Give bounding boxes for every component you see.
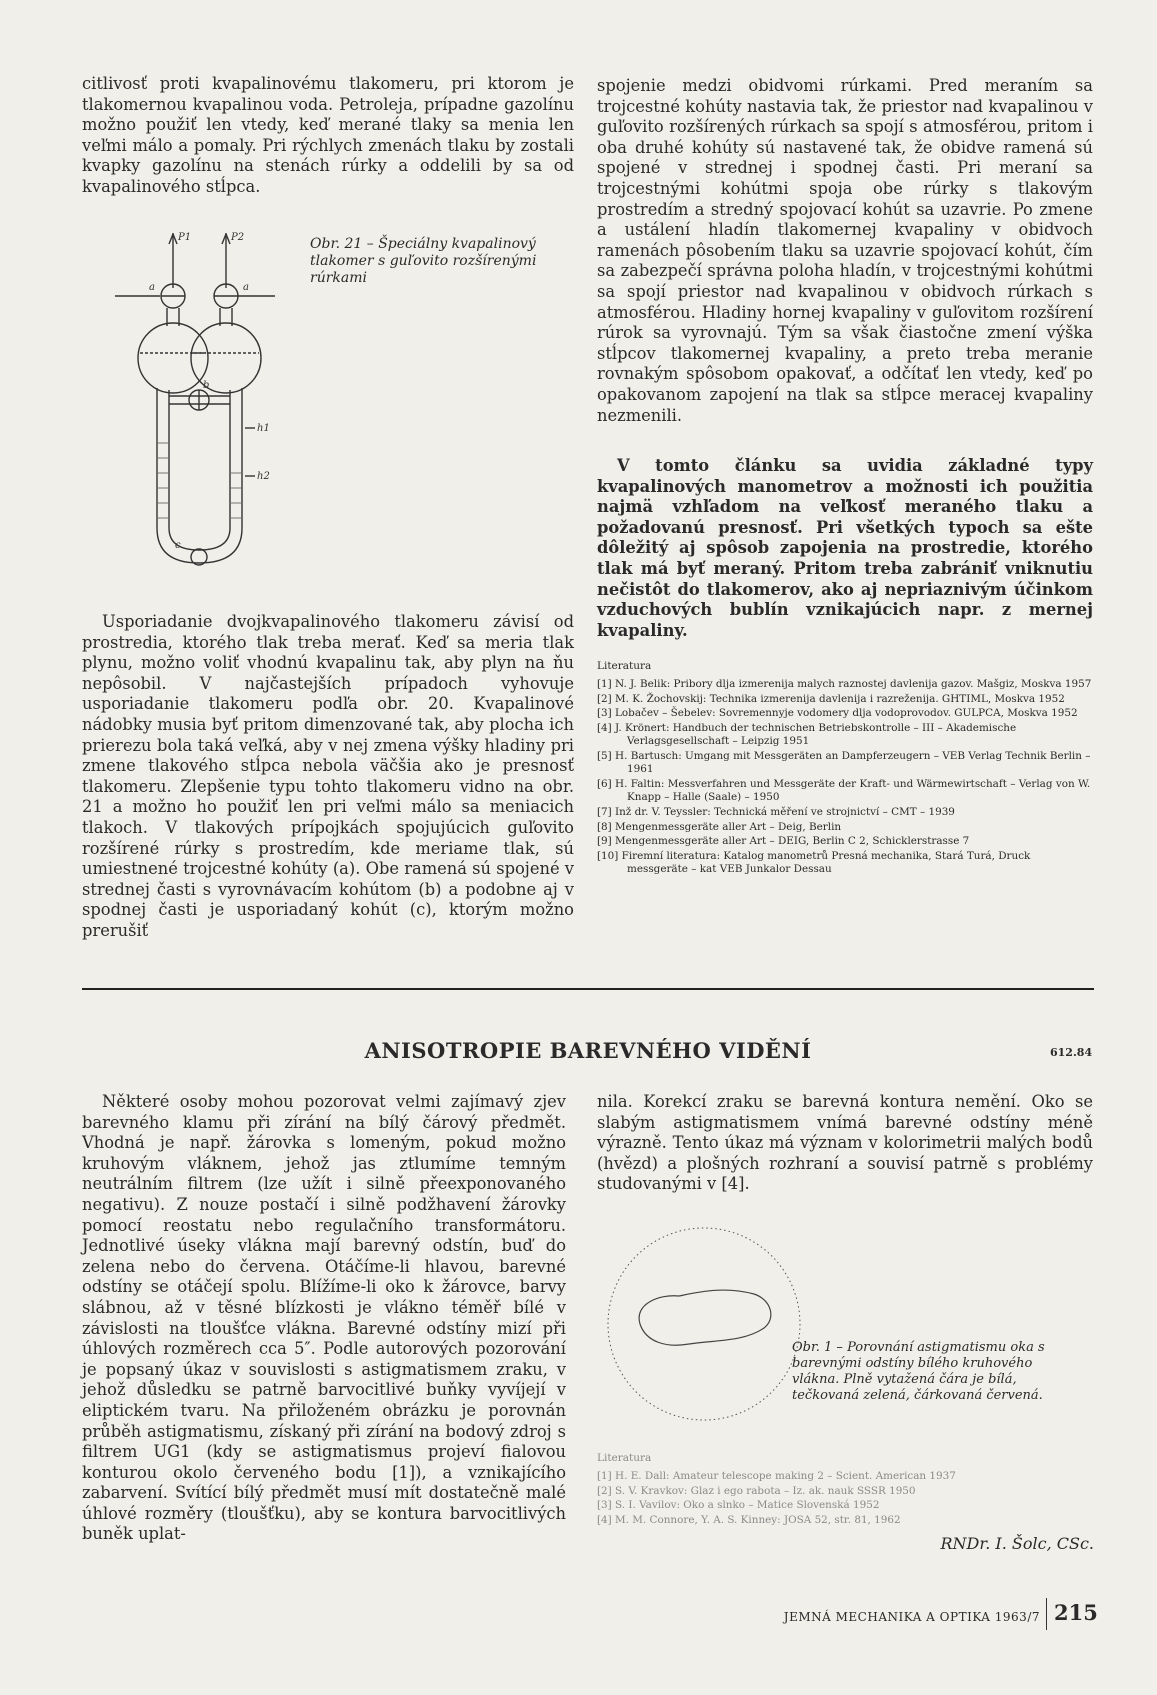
literature-item: [3] Lobačev – Šebelev: Sovremennyje vodomery dlja vodoprovodov. GULPCA, Moskva 1952 (597, 707, 1078, 720)
literature-item: [9] Mengenmessgeräte aller Art – DEIG, Berlin C 2, Schicklerstrasse 7 (597, 835, 970, 848)
label-h1: h1 (257, 423, 270, 434)
literature-list (597, 678, 1093, 876)
article2-figure-caption: Obr. 1 – Porovnání astigmatismu oka s barevnými odstíny bílého kruhového vlákna. Plně vytažená čára je bílá, tečkovaná zelená, čárkovaná červená. (792, 1340, 1045, 1403)
article1-left-top-paragraph: citlivosť proti kvapalinovému tlakomeru, pri ktorom je tlakomernou kvapalinou voda. Petroleja, prípadne gazolínu možno použiť len vtedy, keď merané tlaky sa menia len veľmi málo a pomaly. Pri rýchlych zmenách tlaku by zostali kvapky gazolínu na stenách rúrky a oddelili by sa od kvapalinového stĺpca. (82, 74, 574, 196)
article2-literature (597, 1452, 1093, 1529)
article1-literature (597, 660, 1093, 878)
literature-item: [2] M. K. Žochovskij: Technika izmerenija davlenija i razreženija. GHTIML, Moskva 1952 (597, 692, 1065, 705)
article2-right-paragraph: nila. Korekcí zraku se barevná kontura nemění. Oko se slabým astigmatismem vnímá barevné odstíny méně výrazně. Tento úkaz má význam v kolorimetrii malých bodů (hvězd) a plošných rozhraní a souvisí patrně s problémy studovanými v [4]. (597, 1092, 1093, 1194)
footer-journal: JEMNÁ MECHANIKA A OPTIKA 1963/7 (783, 1610, 1040, 1624)
literature-item: [2] S. V. Kravkov: Glaz i ego rabota – Iz. ak. nauk SSSR 1950 (597, 1484, 916, 1497)
literature-heading: Literatura (597, 660, 652, 672)
manometer-figure (115, 228, 295, 600)
label-b: b (203, 380, 210, 391)
literature-item: [4] M. M. Connore, Y. A. S. Kinney: JOSA 52, str. 81, 1962 (597, 1514, 901, 1527)
label-p1: P1 (178, 232, 192, 243)
literature-heading: Literatura (597, 1452, 652, 1464)
literature-item: [1] H. E. Dall: Amateur telescope making 2 – Scient. American 1937 (597, 1470, 956, 1482)
article1-left-bottom-paragraph: Usporiadanie dvojkvapalinového tlakomeru závisí od prostredia, ktorého tlak treba merať. Keď sa meria tlak plynu, možno voliť vhodnú kvapalinu tak, aby plyn na ňu nepôsobil. V najčastejších prípadoch vyhovuje usporiadanie tlakomeru podľa obr. 20. Kvapalinové nádobky musia byť pritom dimenzované tak, aby plocha ich prierezu bola taká veľká, aby v nej zmena výšky hladiny pri zmene tlakového stĺpca nebola väčšia ako je presnosť tlakomeru. Zlepšenie typu tohto tlakomeru vidno na obr. 21 a možno ho použiť len pri veľmi málo sa meniacich tlakoch. V tlakových prípojkách spojujúcich guľovito rozšírené rúrky s prostredím, kde meriame tlak, sú umiestnené trojcestné kohúty (a). Obe ramená sú spojené v strednej časti s vyrovnávacím kohútom (b) a podobne aj v spodnej časti je usporiadaný kohút (c), ktorým možno prerušiť (82, 612, 574, 940)
article1-right-paragraph-2: V tomto článku sa uvidia základné typy kvapalinových manometrov a možnosti ich použitia najmä vzhľadom na veľkosť meraného tlaku a požadovanú presnosť. Pri všetkých typoch sa ešte dôležitý aj spôsob zapojenia na prostredie, ktorého tlak má byť meraný. Pritom treba zabrániť vniknutiu nečistôt do tlakomerov, ako aj nepriaznivým účinkom vzduchových bublín vznikajúcich napr. z mernej kvapaliny. (597, 456, 1093, 640)
literature-item: [1] N. J. Belik: Pribory dlja izmerenija malych raznostej davlenija gazov. Mašgiz, Moskva 1957 (597, 678, 1092, 690)
article2-classification-code: 612.84 (1050, 1046, 1093, 1059)
literature-item: [4] J. Krönert: Handbuch der technischen Betriebskontrolle – III – Akademische Verlagsgesellschaft – Leipzig 1951 (597, 722, 1017, 748)
literature-list (597, 1470, 1093, 1527)
page-number: 215 (1054, 1600, 1098, 1625)
article2-left-paragraph: Některé osoby mohou pozorovat velmi zajímavý zjev barevného klamu při zírání na bílý čárový předmět. Vhodná je např. žárovka s lomeným, pokud možno kruhovým vláknem, jehož jas ztlumíme temným neutrálním filtrem (lze užít i silně přeexponovaného negativu). Z nouze postačí i silně podžhavení žárovky pomocí reostatu nebo regulačního transformátoru. Jednotlivé úseky vlákna mají barevný odstín, buď do zelena nebo do červena. Otáčíme-li hlavou, barevné odstíny se otáčejí spolu. Blížíme-li oko k žárovce, barvy slábnou, až v těsné blízkosti je vlákno téměř bílé v závislosti na tloušťce vlákna. Barevné odstíny mizí při úhlových rozměrech cca 5″. Podle autorových pozorování je popsaný úkaz v souvislosti s astigmatismem zraku, v jehož důsledku se patrně barvocitlivé buňky vyvíjejí v eliptickém tvaru. Na přiloženém obrázku je porovnán průběh astigmatismu, získaný při zírání na bodový zdroj s filtrem UG1 (kdy se astigmatismus projeví fialovou konturou okolo červeného bodu [1]), a vznikajícího zabarvení. Svítící bílý předmět musí mít dostatečně malé úhlové rozměry (tloušťku), aby se kontura barvocitlivých buněk uplat- (82, 1092, 566, 1544)
literature-item: [6] H. Faltin: Messverfahren und Messgeräte der Kraft- und Wärmewirtschaft – Verlag von W. Knapp – Halle (Saale) – 1950 (597, 777, 1091, 804)
literature-item: [5] H. Bartusch: Umgang mit Messgeräten an Dampferzeugern – VEB Verlag Technik Berlin – 1961 (597, 750, 1091, 776)
section-divider (82, 988, 1094, 990)
figure-21-caption: Obr. 21 – Špeciálny kvapalinový tlakomer s guľovito rozšírenými rúrkami (310, 236, 537, 286)
footer-divider (1046, 1598, 1047, 1630)
literature-item: [3] S. I. Vavilov: Oko a slnko – Matice Slovenská 1952 (597, 1499, 880, 1512)
article1-right-paragraph-1: spojenie medzi obidvomi rúrkami. Pred meraním sa trojcestné kohúty nastavia tak, že priestor nad kvapalinou v guľovito rozšírených rúrkach sa spojí s atmosférou, pritom i oba druhé kohúty sú nastavené tak, že obidve ramená sú spojené v strednej i spodnej časti. Pri meraní sa trojcestnými kohútmi spoja obe rúrky s tlakovým prostredím a stredný spojovací kohút sa uzavrie. Po zmene a ustálení hladín tlakomernej kvapaliny v obidvoch ramenách pôsobením tlaku sa uzavrie spojovací kohút, čím sa zabezpečí správna poloha hladín, v trojcestnými kohútmi sa spojí priestor nad kvapalinou v obidvoch rúrkach s atmosférou. Hladiny hornej kvapaliny v guľovitom rozšírení rúrok sa vyrovnajú. Tým sa však čiastočne zmení výška stĺpcov tlakomernej kvapaliny, a preto treba meranie rovnakým spôsobom opakovať, a odčítať len vtedy, keď po opakovanom zapojení na tlak sa stĺpce meracej kvapaliny nezmenili. (597, 76, 1093, 425)
astigmatism-figure (604, 1224, 804, 1424)
label-a-left: a (149, 282, 155, 293)
label-a-right: a (243, 282, 249, 293)
label-p2: P2 (231, 232, 245, 243)
literature-item: [10] Firemní literatura: Katalog manometrů Presná mechanika, Stará Turá, Druck messgeräte – kat VEB Junkalor Dessau (597, 849, 1031, 876)
label-h2: h2 (257, 471, 270, 482)
label-c: c (175, 540, 181, 551)
literature-item: [7] Inž dr. V. Teyssler: Technická měření ve strojnictví – CMT – 1939 (597, 805, 955, 818)
article2-title: ANISOTROPIE BAREVNÉHO VIDĚNÍ (364, 1038, 812, 1063)
article2-author: RNDr. I. Šolc, CSc. (940, 1534, 1094, 1553)
literature-item: [8] Mengenmessgeräte aller Art – Deig, Berlin (597, 820, 842, 833)
